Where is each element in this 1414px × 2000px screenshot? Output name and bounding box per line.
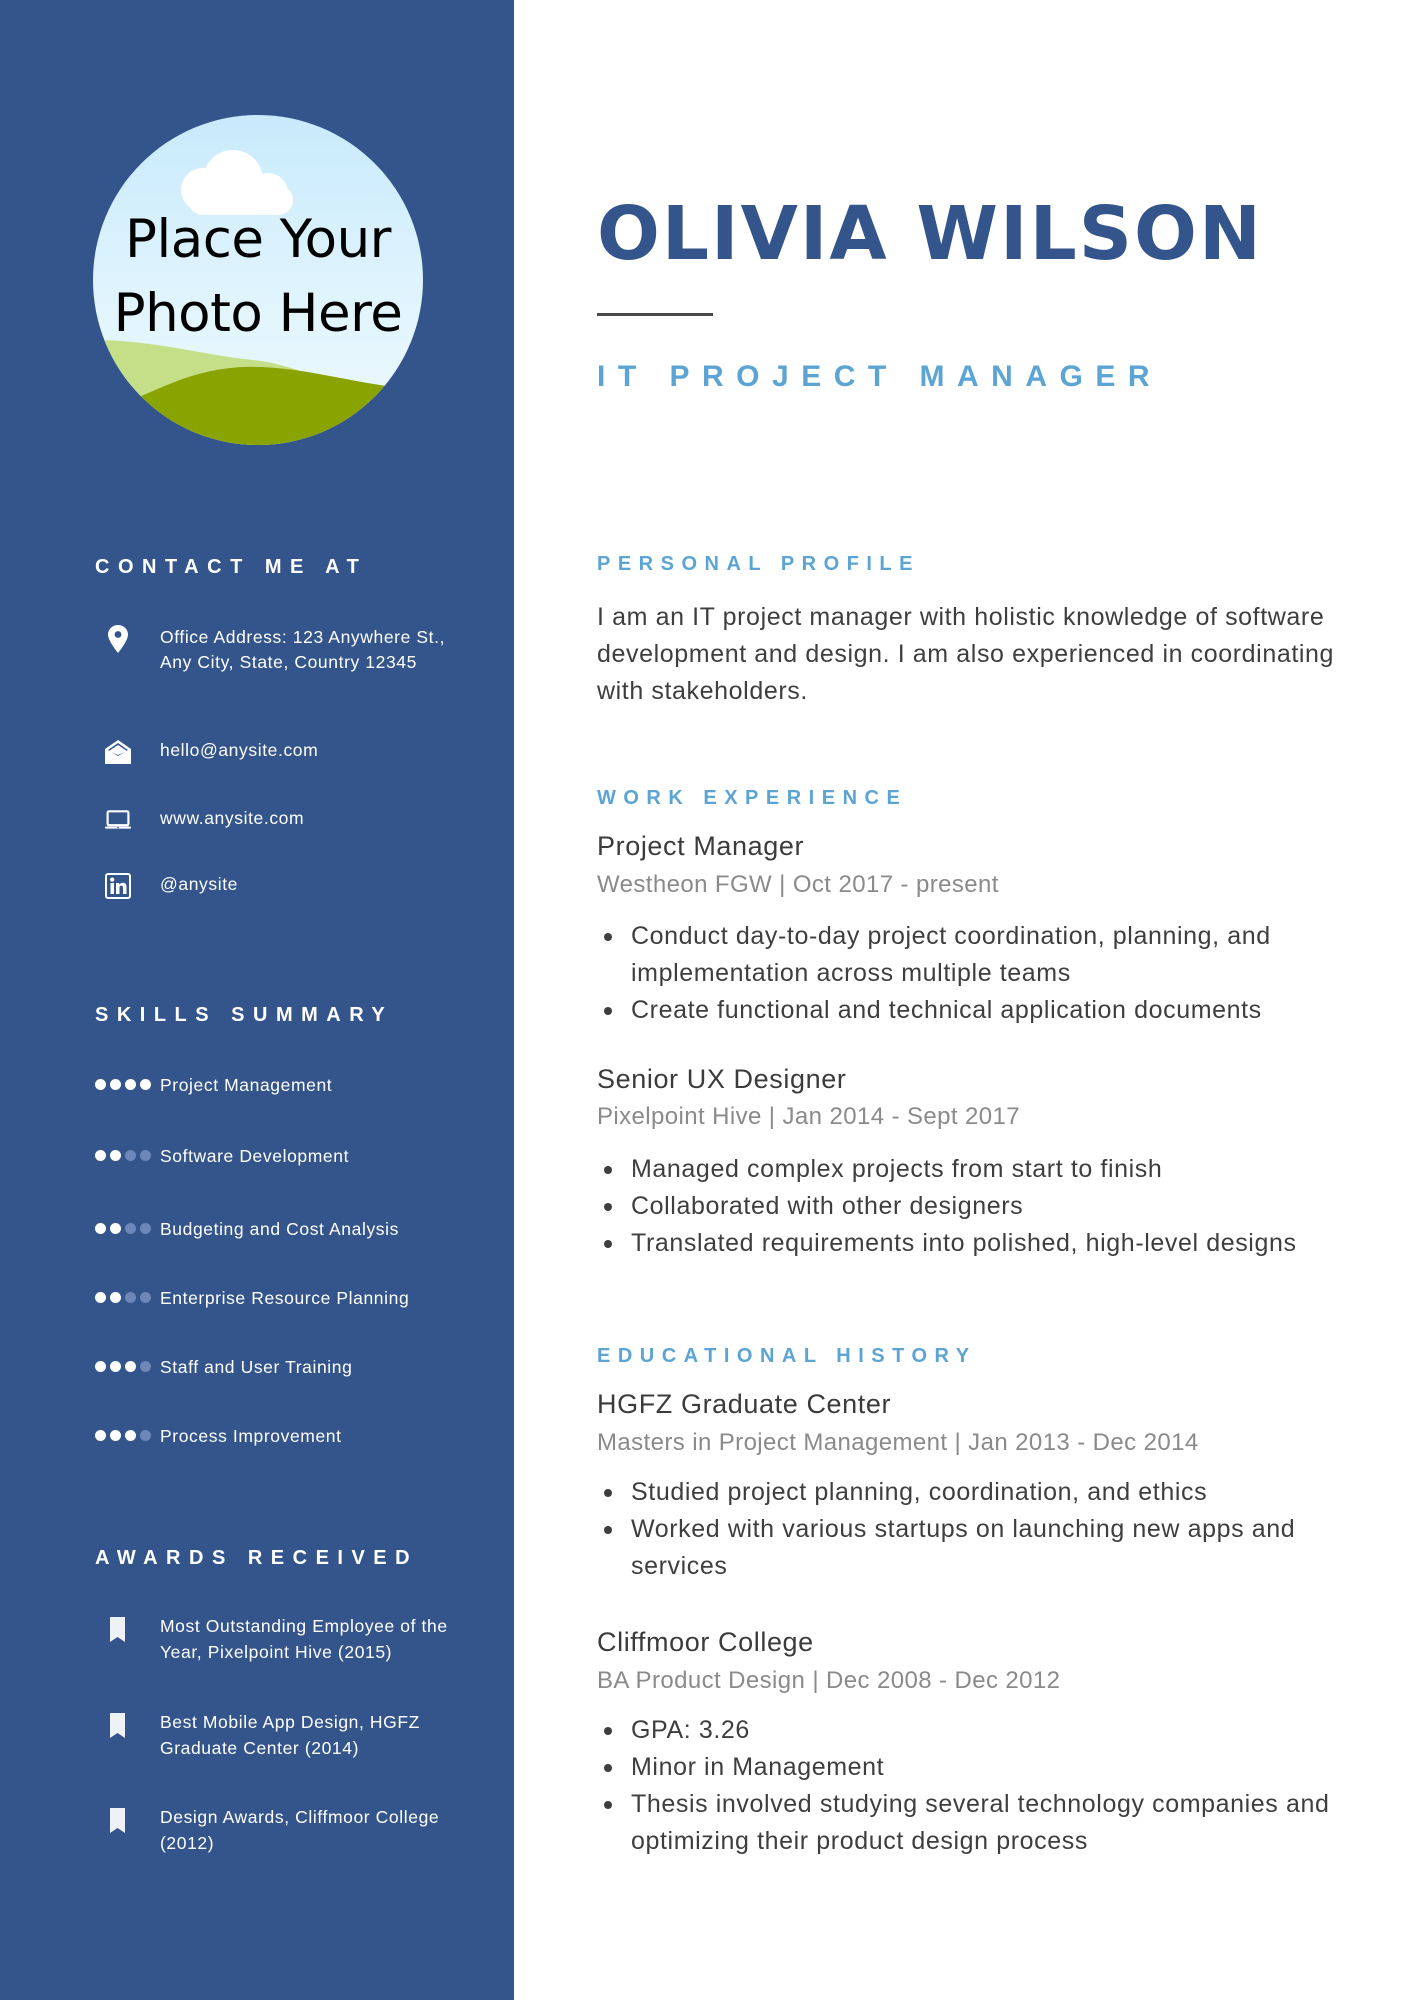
laptop-icon bbox=[105, 806, 131, 834]
skill-dot-filled bbox=[95, 1150, 106, 1161]
skill-dot-filled bbox=[125, 1079, 136, 1090]
job-title: Senior UX Designer bbox=[597, 1064, 847, 1094]
skill-dot-filled bbox=[110, 1361, 121, 1372]
education-heading: EDUCATIONAL HISTORY bbox=[597, 1345, 977, 1367]
bullet-item: Create functional and technical application documents bbox=[597, 992, 1377, 1029]
skill-level-dots bbox=[95, 1430, 151, 1441]
contact-address-text: Office Address: 123 Anywhere St., Any City, State, Country 12345 bbox=[160, 627, 446, 672]
skill-level-dots bbox=[95, 1361, 151, 1372]
photo-placeholder-text bbox=[93, 203, 423, 351]
profile-text: I am an IT project manager with holistic knowledge of software development and design. I am also experienced in coordinating with stakeholders. bbox=[597, 603, 1335, 705]
school-bullets bbox=[597, 1474, 1377, 1585]
bullet-item: Conduct day-to-day project coordination, planning, and implementation across multiple teams bbox=[597, 918, 1377, 992]
bookmark-icon bbox=[110, 1713, 125, 1743]
bookmark-icon bbox=[110, 1617, 125, 1647]
location-pin-icon bbox=[105, 625, 131, 653]
skill-item bbox=[95, 1073, 495, 1097]
skill-dot-filled bbox=[125, 1430, 136, 1441]
skill-label: Process Improvement bbox=[160, 1426, 342, 1446]
bullet-item: Worked with various startups on launching new apps and services bbox=[597, 1511, 1377, 1585]
bullet-item: Thesis involved studying several technology companies and optimizing their product design process bbox=[597, 1786, 1377, 1860]
bullet-item: Translated requirements into polished, high-level designs bbox=[597, 1225, 1377, 1262]
skill-dot-filled bbox=[110, 1079, 121, 1090]
skill-label: Budgeting and Cost Analysis bbox=[160, 1219, 399, 1239]
skill-dot-filled bbox=[125, 1361, 136, 1372]
skill-label: Staff and User Training bbox=[160, 1357, 353, 1377]
candidate-name: OLIVIA WILSON bbox=[597, 191, 1263, 277]
profile-heading: PERSONAL PROFILE bbox=[597, 553, 920, 575]
skill-dot-empty bbox=[140, 1292, 151, 1303]
skill-dot-filled bbox=[110, 1292, 121, 1303]
skill-item bbox=[95, 1144, 495, 1168]
skill-dot-filled bbox=[110, 1223, 121, 1234]
skill-item bbox=[95, 1217, 495, 1241]
contact-linkedin-text[interactable]: @anysite bbox=[160, 874, 239, 894]
bullet-item: Collaborated with other designers bbox=[597, 1188, 1377, 1225]
job-subtitle: Pixelpoint Hive | Jan 2014 - Sept 2017 bbox=[597, 1103, 1021, 1130]
bookmark-icon bbox=[110, 1808, 125, 1838]
skill-dot-filled bbox=[95, 1223, 106, 1234]
skill-level-dots bbox=[95, 1223, 151, 1234]
photo-placeholder-line1: Place Your bbox=[125, 209, 391, 270]
skill-item bbox=[95, 1286, 495, 1310]
skill-dot-empty bbox=[125, 1150, 136, 1161]
skills-heading: SKILLS SUMMARY bbox=[95, 1004, 394, 1026]
skill-dot-empty bbox=[140, 1361, 151, 1372]
skill-item bbox=[95, 1424, 495, 1448]
skill-dot-empty bbox=[140, 1430, 151, 1441]
skill-label: Enterprise Resource Planning bbox=[160, 1288, 410, 1308]
skill-dot-filled bbox=[110, 1430, 121, 1441]
profile-photo-placeholder[interactable] bbox=[93, 115, 423, 445]
bullet-item: GPA: 3.26 bbox=[597, 1712, 1377, 1749]
skill-dot-filled bbox=[95, 1361, 106, 1372]
award-text: Best Mobile App Design, HGFZ Graduate Center (2014) bbox=[160, 1712, 420, 1758]
main-content bbox=[514, 0, 1414, 2000]
school-subtitle: BA Product Design | Dec 2008 - Dec 2012 bbox=[597, 1667, 1061, 1694]
job-subtitle: Westheon FGW | Oct 2017 - present bbox=[597, 871, 999, 898]
job-bullets bbox=[597, 1151, 1377, 1262]
sidebar bbox=[0, 0, 514, 2000]
skill-dot-filled bbox=[140, 1079, 151, 1090]
school-title: Cliffmoor College bbox=[597, 1627, 814, 1657]
candidate-role: IT PROJECT MANAGER bbox=[597, 360, 1163, 393]
bullet-item: Managed complex projects from start to finish bbox=[597, 1151, 1377, 1188]
skill-level-dots bbox=[95, 1079, 151, 1090]
school-title: HGFZ Graduate Center bbox=[597, 1389, 892, 1419]
award-text: Most Outstanding Employee of the Year, Pixelpoint Hive (2015) bbox=[160, 1616, 448, 1662]
school-bullets bbox=[597, 1712, 1377, 1860]
skill-dot-empty bbox=[125, 1223, 136, 1234]
job-bullets bbox=[597, 918, 1377, 1029]
award-text: Design Awards, Cliffmoor College (2012) bbox=[160, 1807, 440, 1853]
skill-dot-empty bbox=[125, 1292, 136, 1303]
linkedin-icon bbox=[105, 872, 131, 900]
bullet-item: Minor in Management bbox=[597, 1749, 1377, 1786]
skill-level-dots bbox=[95, 1292, 151, 1303]
skill-dot-filled bbox=[110, 1150, 121, 1161]
bullet-item: Studied project planning, coordination, and ethics bbox=[597, 1474, 1377, 1511]
contact-email-text[interactable]: hello@anysite.com bbox=[160, 740, 319, 760]
name-divider bbox=[597, 313, 713, 316]
job-title: Project Manager bbox=[597, 831, 805, 861]
contact-heading: CONTACT ME AT bbox=[95, 556, 368, 578]
skill-dot-filled bbox=[95, 1079, 106, 1090]
envelope-icon bbox=[105, 738, 131, 766]
skill-dot-empty bbox=[140, 1150, 151, 1161]
contact-website-text[interactable]: www.anysite.com bbox=[160, 808, 305, 828]
work-heading: WORK EXPERIENCE bbox=[597, 787, 908, 809]
skill-label: Software Development bbox=[160, 1146, 350, 1166]
skill-dot-filled bbox=[95, 1430, 106, 1441]
school-subtitle: Masters in Project Management | Jan 2013 - Dec 2014 bbox=[597, 1429, 1199, 1456]
skill-dot-empty bbox=[140, 1223, 151, 1234]
skill-label: Project Management bbox=[160, 1075, 333, 1095]
skill-dot-filled bbox=[95, 1292, 106, 1303]
skill-item bbox=[95, 1355, 495, 1379]
photo-placeholder-line2: Photo Here bbox=[113, 283, 403, 344]
awards-heading: AWARDS RECEIVED bbox=[95, 1547, 419, 1569]
skill-level-dots bbox=[95, 1150, 151, 1161]
